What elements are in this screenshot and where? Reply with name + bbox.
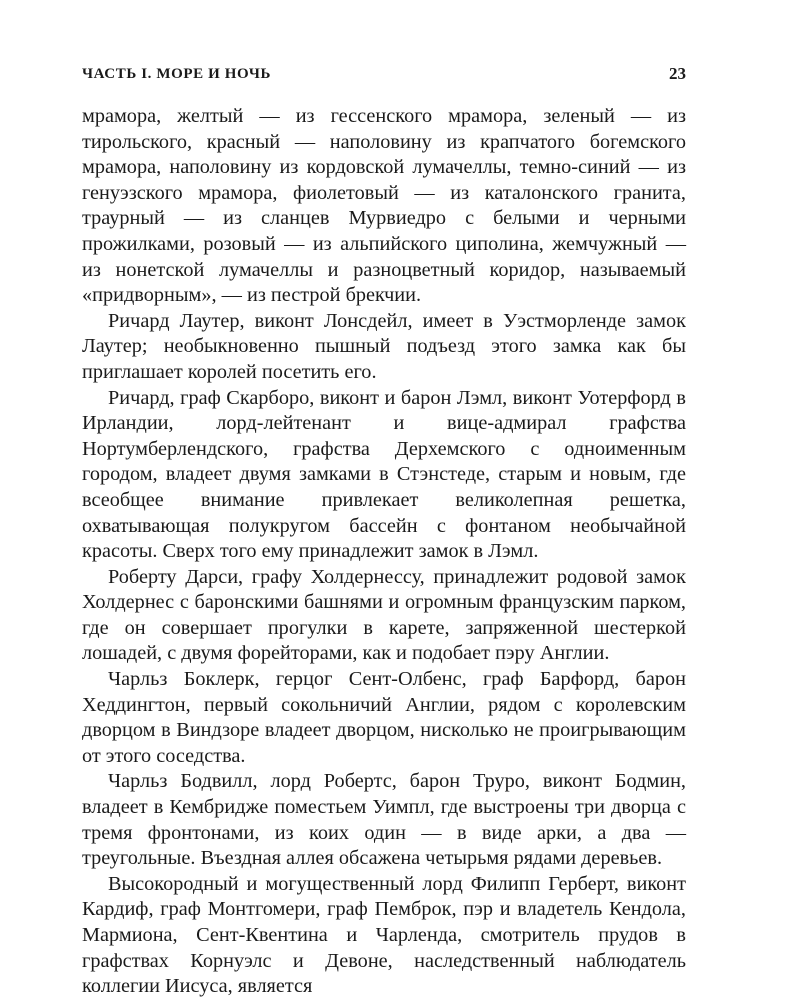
paragraph-herbert: Высокородный и могущественный лорд Филипп Герберт, виконт Кардиф, граф Монтгомери, граф Пемброк, пэр и владетель Кендола, Мармиона, Сент-Квентина и Чарленда, смотритель прудов в графствах Корнуэлс и Девоне, наследственный наблюдатель коллегии Иисуса, является xyxy=(82,872,686,998)
body-text xyxy=(82,104,686,1000)
page-number: 23 xyxy=(669,64,686,83)
running-header xyxy=(82,62,686,90)
paragraph-scarborough: Ричард, граф Скарборо, виконт и барон Лэмл, виконт Уотерфорд в Ирландии, лорд-лейтенант и вице-адмирал графства Нортумберлендского, графства Дерхемского с одноименным городом, владеет двумя замками в Стэнстеде, старым и новым, где всеобщее внимание привлекает великолепная решетка, охватывающая полукругом бассейн с фонтаном необычайной красоты. Сверх того ему принадлежит замок в Лэмл. xyxy=(82,386,686,563)
book-page xyxy=(82,62,686,1000)
paragraph-holdernesse: Роберту Дарси, графу Холдернессу, принадлежит родовой замок Холдернес с баронскими башнями и огромным французским парком, где он совершает прогулки в карете, запряженной шестеркой лошадей, с двумя форейторами, как и подобает пэру Англии. xyxy=(82,565,686,665)
paragraph-bodville: Чарльз Бодвилл, лорд Робертс, барон Труро, виконт Бодмин, владеет в Кембридже поместьем Уимпл, где выстроены три дворца с тремя фронтонами, из коих один — в виде арки, а два — треугольные. Въездная аллея обсажена четырьмя рядами деревьев. xyxy=(82,770,686,870)
paragraph-continued: мрамора, желтый — из гессенского мрамора, зеленый — из тирольского, красный — наполовину из крапчатого богемского мрамора, наполовину из кордовской лумачеллы, темно-синий — из генуэзского мрамора, фиолетовый — из каталонского гранита, траурный — из сланцев Мурвиедро с белыми и черными прожилками, розовый — из альпийского циполина, жемчужный — из нонетской лумачеллы и разноцветный коридор, называемый «придворным», — из пестрой брекчии. xyxy=(82,105,686,307)
running-header-title: ЧАСТЬ I. МОРЕ И НОЧЬ xyxy=(82,66,271,82)
paragraph-lowther: Ричард Лаутер, виконт Лонсдейл, имеет в Уэстморленде замок Лаутер; необыкновенно пышный подъезд этого замка как бы приглашает королей посетить его. xyxy=(82,309,686,383)
paragraph-st-albans: Чарльз Боклерк, герцог Сент-Олбенс, граф Барфорд, барон Хеддингтон, первый сокольничий Англии, рядом с королевским дворцом в Виндзоре владеет дворцом, нисколько не проигрывающим от этого соседства. xyxy=(82,668,686,767)
